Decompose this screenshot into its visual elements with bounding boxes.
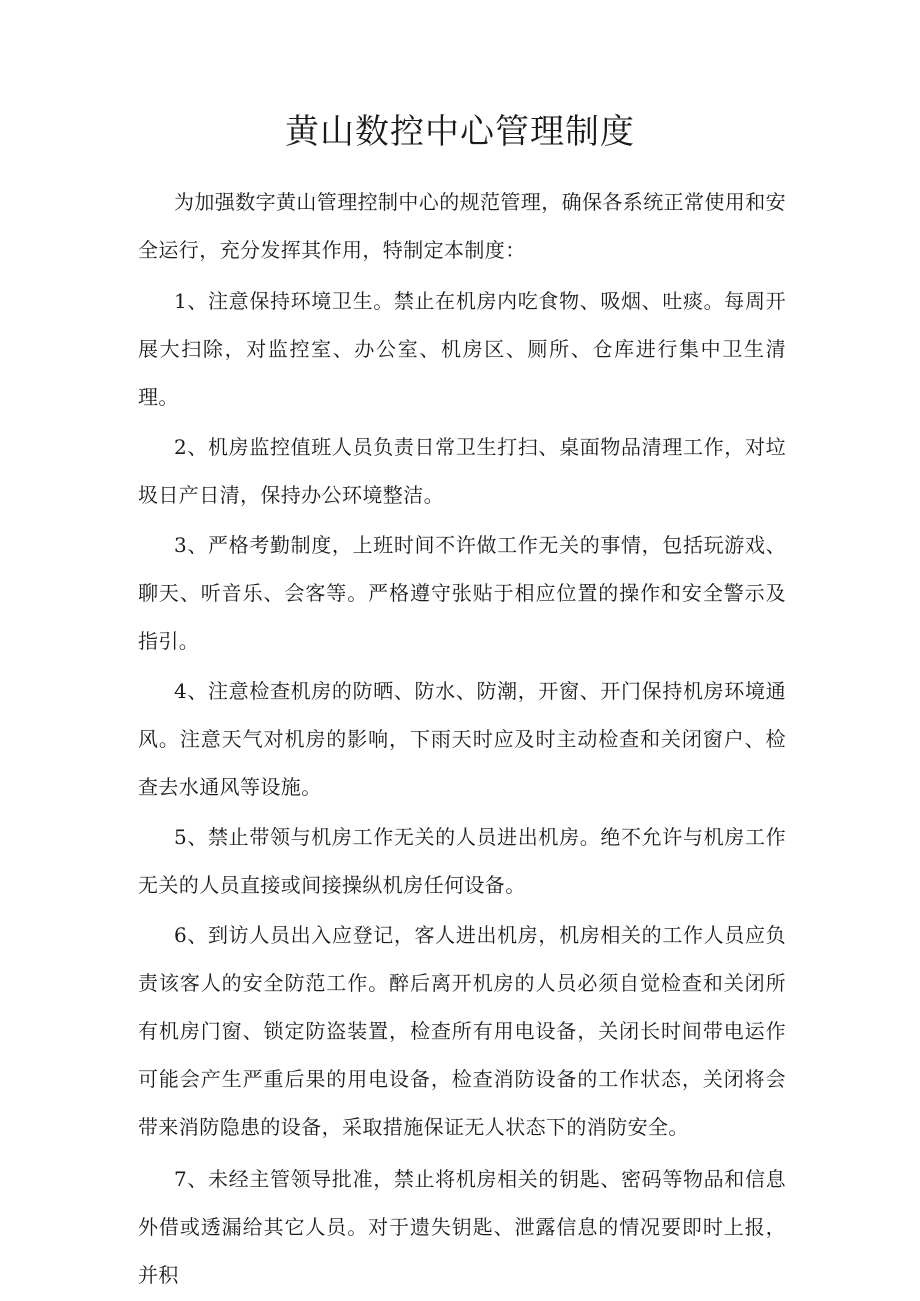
document-title: 黄山数控中心管理制度 [285,112,635,152]
rule-paragraph-7: 7、未经主管领导批准，禁止将机房相关的钥匙、密码等物品和信息外借或透漏给其它人员。对于遗失钥匙、泄露信息的情况要即时上报，并积 [138,1167,786,1287]
rule-paragraph-5: 5、禁止带领与机房工作无关的人员进出机房。绝不允许与机房工作无关的人员直接或间接操纵机房任何设备。 [138,825,786,897]
rule-paragraph-1: 1、注意保持环境卫生。禁止在机房内吃食物、吸烟、吐痰。每周开展大扫除，对监控室、办公室、机房区、厕所、仓库进行集中卫生清理。 [138,289,786,409]
rule-paragraph-4: 4、注意检查机房的防晒、防水、防潮，开窗、开门保持机房环境通风。注意天气对机房的影响，下雨天时应及时主动检查和关闭窗户、检查去水通风等设施。 [138,679,786,799]
rule-paragraph-2: 2、机房监控值班人员负责日常卫生打扫、桌面物品清理工作，对垃圾日产日清，保持办公环境整洁。 [138,435,786,507]
rule-paragraph-3: 3、严格考勤制度，上班时间不许做工作无关的事情，包括玩游戏、聊天、听音乐、会客等。严格遵守张贴于相应位置的操作和安全警示及指引。 [138,533,786,653]
document-body [138,178,786,1299]
intro-paragraph: 为加强数字黄山管理控制中心的规范管理，确保各系统正常使用和安全运行，充分发挥其作用，特制定本制度： [138,190,786,262]
rule-paragraph-6: 6、到访人员出入应登记，客人进出机房，机房相关的工作人员应负责该客人的安全防范工作。醉后离开机房的人员必须自觉检查和关闭所有机房门窗、锁定防盗装置，检查所有用电设备，关闭长时间带电运作可能会产生严重后果的用电设备，检查消防设备的工作状态，关闭将会带来消防隐患的设备，采取措施保证无人状态下的消防安全。 [138,923,786,1139]
